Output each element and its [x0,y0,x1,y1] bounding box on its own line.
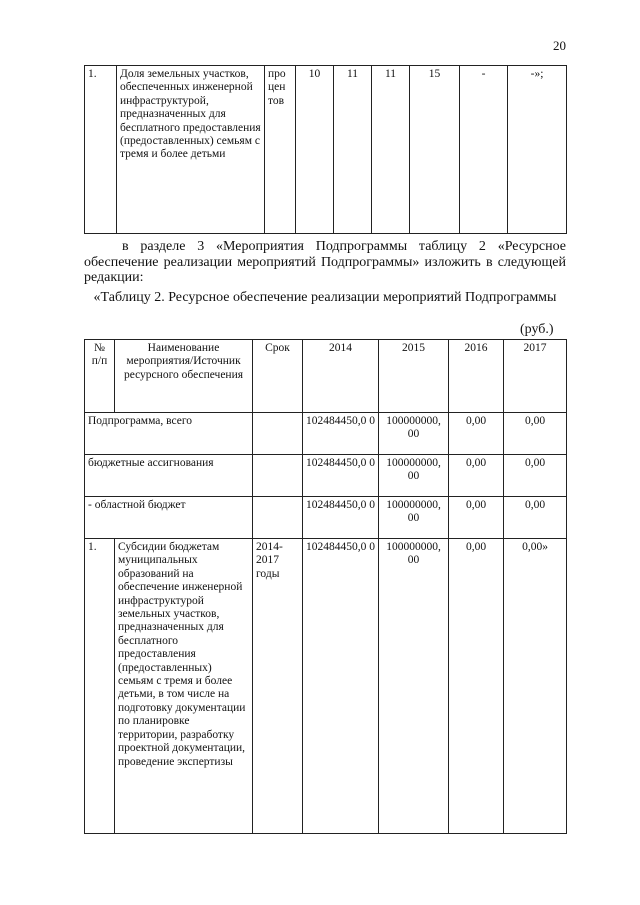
value-cell: -»; [508,66,567,234]
indicator-unit: про цен тов [265,66,296,234]
indicator-table [84,65,567,234]
activity-name: Субсидии бюджетам муниципальных образований на обеспечение инженерной инфраструктурой земельных участков, предназначенных для бесплатного предоставления (предоставленных) семьям с тремя и более детьми, в том числе на подготовку документации по планировке территории, разработку проектной документации, проведение экспертизы [115,539,253,834]
value-cell: 0,00 [449,455,504,497]
value-cell: 100000000, 00 [379,497,449,539]
table-row [85,66,567,234]
value-cell: 15 [410,66,460,234]
value-cell: 100000000, 00 [379,539,449,834]
value-cell: 0,00» [504,539,567,834]
row-label: Подпрограмма, всего [85,413,253,455]
value-cell: 11 [372,66,410,234]
value-cell: 102484450,0 0 [303,413,379,455]
value-cell: 10 [296,66,334,234]
table-row [85,413,567,455]
currency-unit: (руб.) [520,322,554,337]
row-label: бюджетные ассигнования [85,455,253,497]
table-row [85,455,567,497]
value-cell: 0,00 [449,413,504,455]
value-cell: 100000000, 00 [379,455,449,497]
row-number: 1. [85,539,115,834]
term-cell [253,497,303,539]
header-year: 2016 [449,340,504,413]
page-number: 20 [553,38,566,53]
value-cell: 102484450,0 0 [303,455,379,497]
value-cell: 102484450,0 0 [303,539,379,834]
value-cell: 102484450,0 0 [303,497,379,539]
value-cell: 0,00 [449,497,504,539]
value-cell: - [460,66,508,234]
value-cell: 0,00 [504,497,567,539]
row-number: 1. [85,66,117,234]
header-year: 2015 [379,340,449,413]
term-cell: 2014-2017 годы [253,539,303,834]
term-cell [253,455,303,497]
header-term: Срок [253,340,303,413]
table-row [85,539,567,834]
header-year: 2017 [504,340,567,413]
value-cell: 0,00 [449,539,504,834]
indicator-name: Доля земельных участков, обеспеченных инженерной инфраструктурой, предназначенных для бесплатного предоставления (предоставленных) семьям с тремя и более детьми [117,66,265,234]
table-row [85,497,567,539]
table-caption: «Таблицу 2. Ресурсное обеспечение реализации мероприятий Подпрограммы [93,290,557,305]
body-paragraph: в разделе 3 «Мероприятия Подпрограммы таблицу 2 «Ресурсное обеспечение реализации мероприятий Подпрограммы» изложить в следующей редакции: [84,239,566,285]
value-cell: 0,00 [504,455,567,497]
row-label: - областной бюджет [85,497,253,539]
header-year: 2014 [303,340,379,413]
header-num: № п/п [85,340,115,413]
term-cell [253,413,303,455]
value-cell: 11 [334,66,372,234]
value-cell: 0,00 [504,413,567,455]
resource-table [84,339,567,834]
header-name: Наименование мероприятия/Источник ресурсного обеспечения [115,340,253,413]
table-header-row [85,340,567,413]
value-cell: 100000000, 00 [379,413,449,455]
